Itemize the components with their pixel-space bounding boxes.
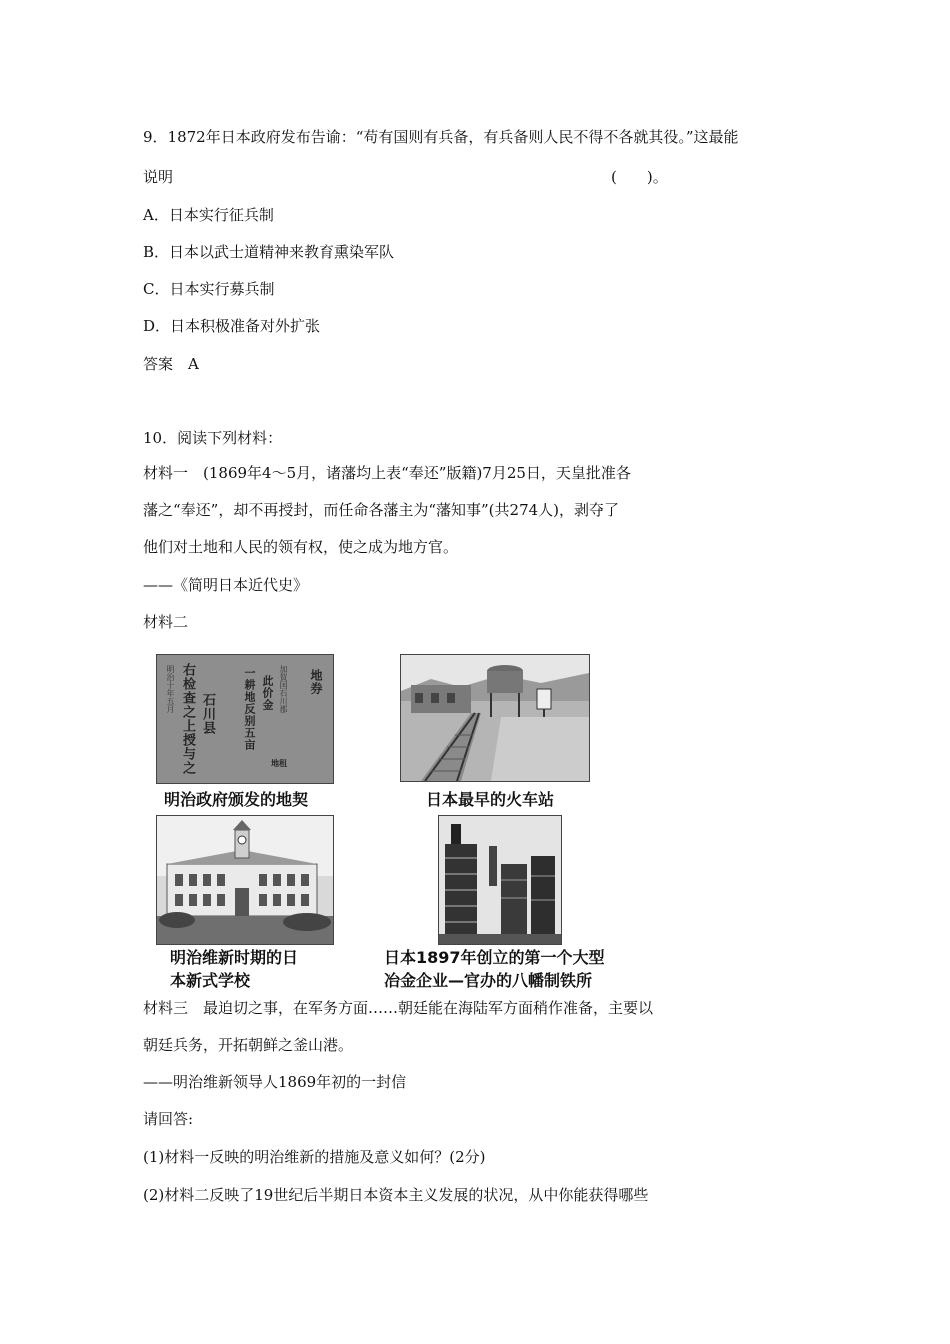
material3-line2: 朝廷兵务，开拓朝鲜之釜山港。 (143, 1036, 354, 1054)
material1-line2: 藩之“奉还”，却不再授封，而任命各藩主为“藩知事”(共274人)，剥夺了 (143, 501, 620, 519)
school-caption-line1: 明治维新时期的日 (170, 948, 299, 967)
q9-stem-line2: 说明 (143, 168, 174, 186)
deed-mid-text-2: 此价金 (261, 675, 274, 711)
material2-label: 材料二 (143, 613, 189, 631)
ironworks-caption-line1: 日本1897年创立的第一个大型 (384, 948, 605, 967)
deed-big-text-2: 石川县 (200, 693, 215, 735)
deed-mid-text-1: 一耕地反别五亩 (243, 667, 256, 751)
material3-line1: 材料三 最迫切之事，在军务方面……朝廷能在海陆军方面稍作准备，主要以 (143, 999, 654, 1017)
deed-small-text-2: 加賀国石川郡 (279, 665, 288, 713)
material1-line3: 他们对土地和人民的领有权，使之成为地方官。 (143, 538, 459, 556)
railway-station-caption: 日本最早的火车站 (426, 790, 555, 809)
q9-answer: 答案 A (143, 355, 199, 373)
deed-small-text-1: 明治十年五月 (166, 665, 175, 713)
material1-line1: 材料一 (1869年4～5月，诸藩均上表“奉还”版籍)7月25日，天皇批准各 (143, 464, 631, 482)
land-deed-photo (156, 654, 334, 784)
material1-source: ——《简明日本近代史》 (143, 576, 309, 594)
deed-stamp: 地租 (271, 758, 287, 768)
q9-option-a: A．日本实行征兵制 (143, 206, 274, 224)
ironworks-caption-line2: 冶金企业—官办的八幡制铁所 (384, 971, 593, 990)
question-prompt: 请回答: (143, 1110, 194, 1128)
material3-source: ——明治维新领导人1869年初的一封信 (143, 1073, 407, 1091)
q9-answer-blank: ( )。 (611, 168, 668, 186)
railway-station-photo (400, 654, 590, 782)
q9-option-c: C．日本实行募兵制 (143, 280, 275, 298)
school-photo (156, 815, 334, 945)
subquestion-2: (2)材料二反映了19世纪后半期日本资本主义发展的状况，从中你能获得哪些 (143, 1186, 649, 1204)
deed-title: 地券 (309, 669, 323, 695)
school-caption-line2: 本新式学校 (170, 971, 251, 990)
deed-big-text-1: 右检查之上授与之 (180, 663, 195, 775)
land-deed-caption: 明治政府颁发的地契 (164, 790, 309, 809)
q9-option-d: D．日本积极准备对外扩张 (143, 317, 321, 335)
ironworks-photo (438, 815, 562, 945)
q9-option-b: B．日本以武士道精神来教育熏染军队 (143, 243, 395, 261)
subquestion-1: (1)材料一反映的明治维新的措施及意义如何？(2分) (143, 1148, 486, 1166)
q10-intro: 10．阅读下列材料： (143, 429, 283, 447)
q9-stem-line1: 9．1872年日本政府发布告谕：“苟有国则有兵备，有兵备则人民不得不各就其役。”这最能 (143, 128, 739, 146)
